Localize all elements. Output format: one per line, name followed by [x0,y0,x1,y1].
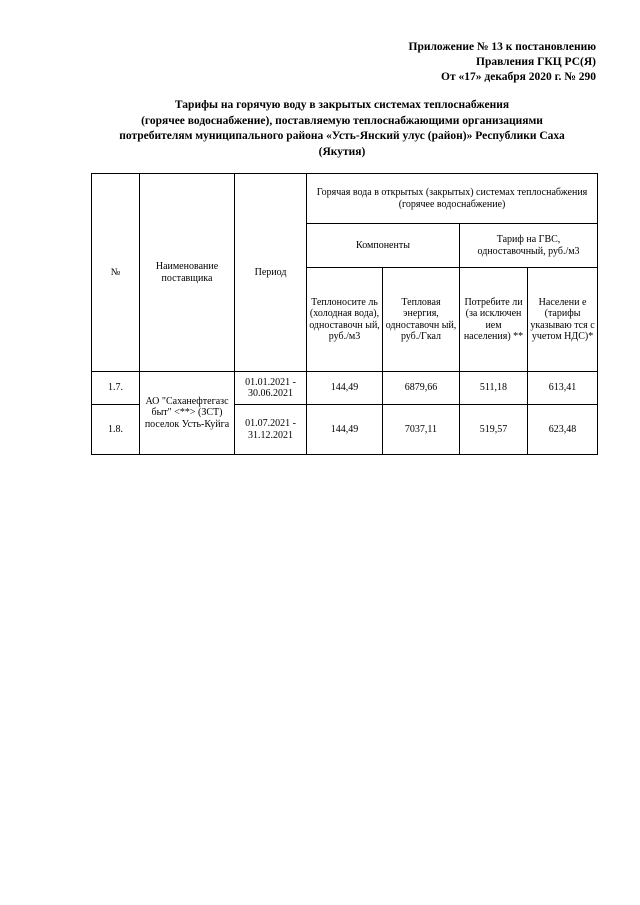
title-line-4: (Якутия) [318,145,366,158]
title-line-2: (горячее водоснабжение), поставляемую теплоснабжающими организациями [141,114,543,127]
header-line-1: Приложение № 13 к постановлению [408,41,596,53]
row-heat: 6879,66 [383,372,460,405]
row-period: 01.01.2021 - 30.06.2021 [235,372,307,405]
title-line-1: Тарифы на горячую воду в закрытых системах теплоснабжения [174,99,510,111]
row-num: 1.8. [92,405,140,455]
header-period: Период [235,174,307,372]
tariff-table [91,173,598,455]
header-coolant: Теплоносите ль (холодная вода), одноставочн ый, руб./м3 [307,268,383,372]
document-title [88,98,596,160]
title-line-3: потребителям муниципального района «Усть-Янский улус (район)» Республики Саха [119,130,565,142]
header-line-3: От «17» декабря 2020 г. № 290 [441,71,596,83]
header-line-2: Правления ГКЦ РС(Я) [476,56,596,68]
row-coolant: 144,49 [307,372,383,405]
document-header [236,40,596,85]
row-coolant: 144,49 [307,405,383,455]
supplier-name: АО "Саханефтегазс быт" <**> (ЗСТ) поселок Усть-Куйга [140,372,235,455]
row-consumers: 519,57 [460,405,528,455]
row-num: 1.7. [92,372,140,405]
table-row [92,372,598,405]
header-heat: Тепловая энергия, одноставочн ый, руб./Гкал [383,268,460,372]
header-tariff: Тариф на ГВС, одноставочный, руб./м3 [460,224,598,268]
header-num: № [92,174,140,372]
header-supplier: Наименование поставщика [140,174,235,372]
header-group: Горячая вода в открытых (закрытых) системах теплоснабжения (горячее водоснабжение) [307,174,598,224]
header-consumers: Потребите ли (за исключен ием населения) ** [460,268,528,372]
row-heat: 7037,11 [383,405,460,455]
row-population: 613,41 [528,372,598,405]
header-population: Населени е (тарифы указываю тся с учетом НДС)* [528,268,598,372]
row-period: 01.07.2021 - 31.12.2021 [235,405,307,455]
header-components: Компоненты [307,224,460,268]
row-consumers: 511,18 [460,372,528,405]
row-population: 623,48 [528,405,598,455]
